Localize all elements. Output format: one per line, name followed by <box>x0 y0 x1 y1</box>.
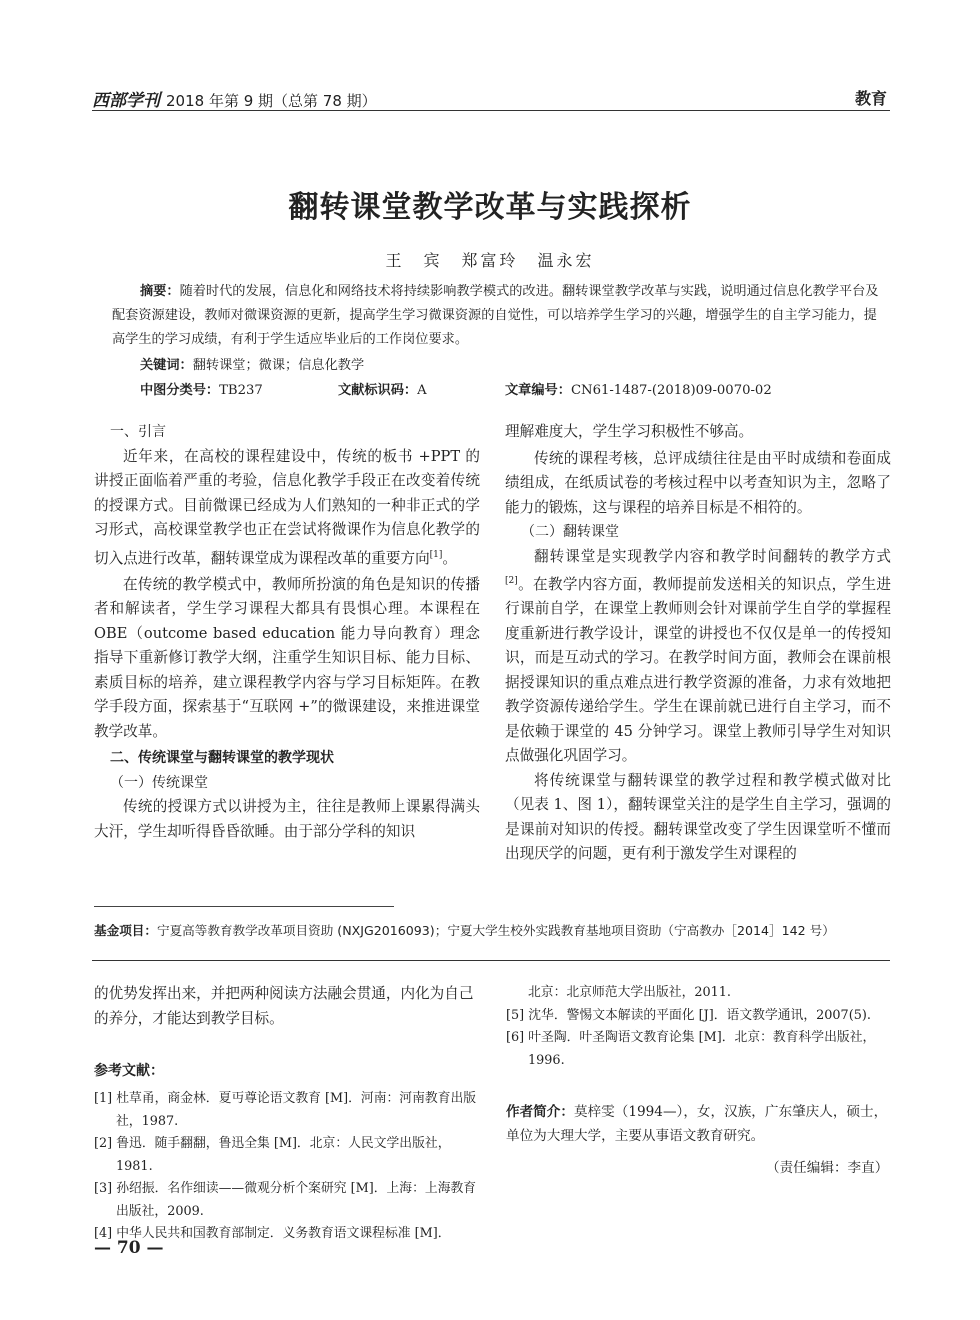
bio-text: 莫梓雯（1994—），女，汉族，广东肇庆人，硕士，单位为大理大学，主要从事语文教育研究。 <box>506 1104 888 1144</box>
paragraph: 传统的课程考核，总评成绩往往是由平时成绩和卷面成绩组成，在纸质试卷的考核过程中以考查知识为主，忽略了能力的锻炼，这与课程的培养目标是不相符的。 <box>505 449 891 516</box>
reference-text: 中华人民共和国教育部制定．义务教育语文课程标准 [M]． <box>116 1226 451 1241</box>
paragraph: 在传统的教学模式中，教师所扮演的角色是知识的传播者和解读者，学生学习课程大都具有畏惧心理。本课程在 OBE（outcome based education 能力导向教育）理念指导下重新修订教学大纲，注重学生知识目标、能力目标、素质目标的培养，建立课程教学内容与学习目标矩阵。在教学手段方面，探索基于“互联网 +”的微课建设，来推进课堂教学改革。 <box>94 575 480 740</box>
keywords-text: 翻转课堂；微课；信息化教学 <box>192 358 365 373</box>
reference-continuation: 北京：北京师范大学出版社，2011. <box>528 985 731 1000</box>
running-header <box>92 86 377 111</box>
funding-label: 基金项目： <box>94 923 157 938</box>
responsible-editor: （责任编辑：李直） <box>766 1160 889 1176</box>
article-number <box>505 379 772 398</box>
footnote-rule <box>94 906 394 907</box>
reference-text: 叶圣陶．叶圣陶语文教育论集 [M]．北京：教育科学出版社，1996. <box>528 1030 876 1068</box>
section-label: 教育 <box>855 89 888 108</box>
abstract <box>112 280 884 352</box>
abstract-label: 摘要： <box>140 284 180 299</box>
paragraph <box>94 445 480 571</box>
doccode-value: A <box>417 383 427 398</box>
author-bio <box>506 1100 890 1148</box>
article-title: 翻转课堂教学改革与实践探析 <box>288 190 692 225</box>
issue-info: 2018 年第 9 期（总第 78 期） <box>166 92 377 110</box>
clc-label: 中图分类号： <box>140 383 220 398</box>
paragraph: 传统的授课方式以讲授为主，往往是教师上课累得满头大汗，学生却听得昏昏欲睡。由于部分学科的知识 <box>94 798 480 840</box>
articleno-value: CN61-1487-(2018)09-0070-02 <box>570 383 772 398</box>
reference-text: 孙绍振．名作细读——微观分析个案研究 [M]．上海：上海教育出版社，2009. <box>116 1181 477 1219</box>
subsection-heading-traditional: （一）传统课堂 <box>110 774 208 791</box>
reference-text: 沈华．警惕文本解读的平面化 [J]．语文教学通讯，2007(5). <box>528 1007 871 1023</box>
citation-ref: [1] <box>429 549 443 560</box>
reference-item <box>506 1005 890 1028</box>
reference-item <box>94 1088 480 1133</box>
right-column <box>505 420 891 867</box>
references-right <box>506 982 890 1072</box>
reference-number: [4] <box>94 1226 113 1241</box>
separator-rule <box>92 960 890 961</box>
reference-item <box>506 1027 890 1072</box>
article-authors: 王 宾 郑富玲 温永宏 <box>385 251 595 270</box>
reference-number: [6] <box>506 1030 525 1045</box>
keywords <box>140 354 364 373</box>
reference-text: 鲁迅．随手翻翻，鲁迅全集 [M]．北京：人民文学出版社，1981. <box>116 1136 451 1174</box>
left-column <box>94 420 480 844</box>
paragraph <box>505 545 891 769</box>
journal-logo: 西部学刊 <box>92 91 160 111</box>
reference-number: [3] <box>94 1181 113 1196</box>
references-left <box>94 1088 480 1246</box>
header-rule <box>92 110 890 111</box>
previous-article-text <box>94 982 480 1031</box>
section-heading-two: 二、传统课堂与翻转课堂的教学现状 <box>110 750 334 767</box>
reference-item <box>94 1133 480 1178</box>
funding-text: 宁夏高等教育教学改革项目资助 (NXJG2016093)；宁夏大学生校外实践教育基地项目资助（宁高教办［2014］142 号） <box>156 923 835 938</box>
paragraph-end: 。 <box>442 549 458 567</box>
paragraph: 理解难度大，学生学习积极性不够高。 <box>505 423 754 440</box>
reference-number: [1] <box>94 1091 113 1106</box>
paragraph-text: 近年来，在高校的课程建设中，传统的板书 +PPT 的讲授正面临着严重的考验，信息化教学手段正在改变着传统的授课方式。目前微课已经成为人们熟知的一种非正式的学习形式，高校课堂教学也正在尝试将微课作为信息化教学的切入点进行改革，翻转课堂成为课程改革的重要方向 <box>94 447 480 567</box>
paragraph-text: 。在教学内容方面，教师提前发送相关的知识点，学生进行课前自学，在课堂上教师则会针对课前学生自学的掌握程度重新进行教学设计，课堂的讲授也不仅仅是单一的传授知识，而是互动式的学习。在教学时间方面，教师会在课前根据授课知识的重点难点进行教学资源的准备，力求有效地把教学资源传递给学生。学生在课前就已进行自主学习，而不是依赖于课堂的 45 分钟学习。课堂上教师引导学生对知识点做强化巩固学习。 <box>505 575 891 765</box>
abstract-text: 随着时代的发展，信息化和网络技术将持续影响教学模式的改进。翻转课堂教学改革与实践，说明通过信息化教学平台及配套资源建设，教师对微课资源的更新，提高学生学习微课资源的自觉性，可以培养学生学习的兴趣，增强学生的自主学习能力，提高学生的学习成绩，有利于学生适应毕业后的工作岗位要求。 <box>112 284 879 347</box>
articleno-label: 文章编号： <box>505 383 571 398</box>
paragraph: 将传统课堂与翻转课堂的教学过程和教学模式做对比（见表 1、图 1），翻转课堂关注的是学生自主学习，强调的是课前对知识的传授。翻转课堂改变了学生因课堂听不懂而出现厌学的问题，更有利于激发学生对课程的 <box>505 771 891 863</box>
section-heading-intro: 一、引言 <box>110 424 166 440</box>
page-number: — 70 — <box>94 1238 164 1258</box>
citation-ref: [2] <box>505 576 518 586</box>
bio-label: 作者简介： <box>506 1104 574 1120</box>
paragraph: 的优势发挥出来，并把两种阅读方法融会贯通，内化为自己的养分，才能达到教学目标。 <box>94 985 474 1027</box>
references-heading: 参考文献： <box>94 1063 164 1079</box>
doccode-label: 文献标识码： <box>338 383 418 398</box>
reference-text: 杜草甬，商金林．夏丏尊论语文教育 [M]．河南：河南教育出版社，1987. <box>116 1091 477 1129</box>
paragraph-text: 翻转课堂是实现教学内容和教学时间翻转的教学方式 <box>534 547 891 565</box>
funding-footnote <box>94 920 894 939</box>
keywords-label: 关键词： <box>140 358 193 373</box>
clc-code <box>140 379 263 398</box>
subsection-heading-flipped: （二）翻转课堂 <box>521 524 619 540</box>
reference-number: [2] <box>94 1136 113 1151</box>
doc-code <box>338 379 427 398</box>
clc-value: TB237 <box>219 383 263 398</box>
reference-item <box>94 1178 480 1223</box>
reference-number: [5] <box>506 1007 525 1023</box>
